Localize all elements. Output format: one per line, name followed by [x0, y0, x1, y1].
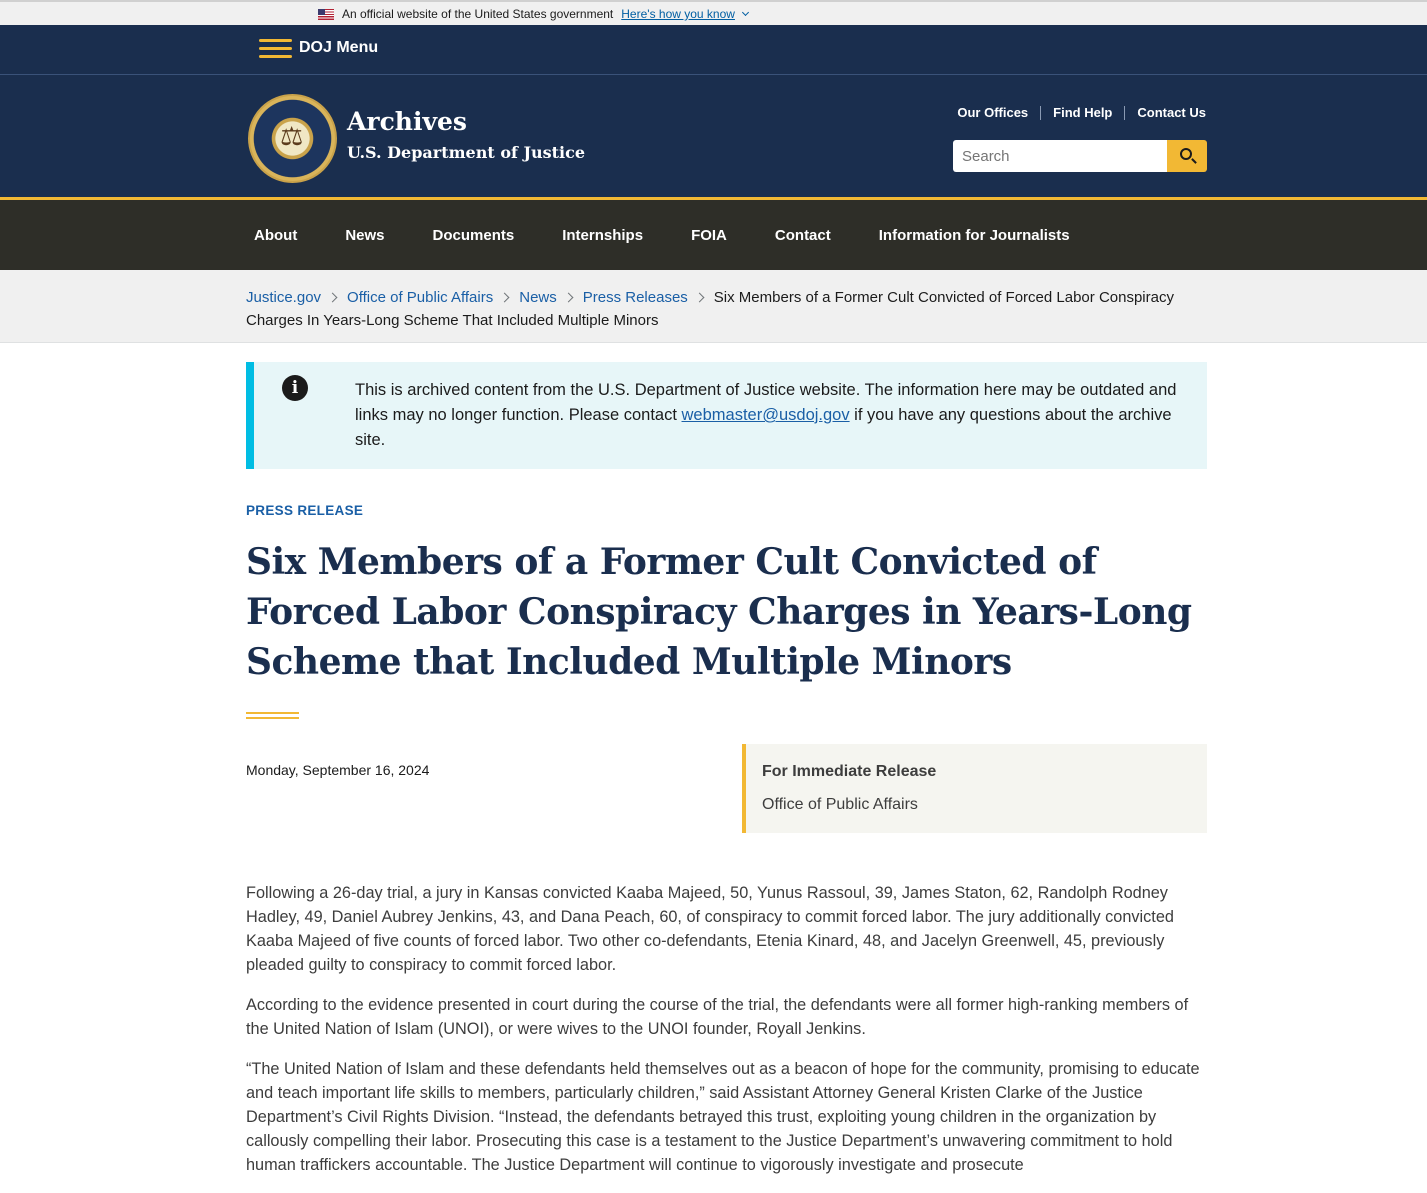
- search-icon: [1180, 148, 1192, 160]
- article-paragraph: Following a 26-day trial, a jury in Kansas convicted Kaaba Majeed, 50, Yunus Rassoul, 39, James Staton, 62, Randolph Rodney Hadley, 49, Daniel Aubrey Jenkins, 43, and Dana Peach, 60, of conspiracy to commit forced labor. The jury additionally convicted Kaaba Majeed of five counts of forced labor. Two other co-defendants, Etenia Kinard, 48, and Jacelyn Greenwell, 45, previously pleaded guilty to conspiracy to commit forced labor.: [246, 884, 1174, 974]
- search-input[interactable]: [953, 140, 1167, 172]
- hamburger-icon[interactable]: [259, 39, 292, 59]
- official-site-text: An official website of the United States government: [342, 7, 614, 21]
- article-body: [246, 881, 1211, 1193]
- gov-banner: [0, 0, 1427, 25]
- breadcrumb-link-office-of-public-affairs[interactable]: Office of Public Affairs: [347, 289, 494, 306]
- release-office: Office of Public Affairs: [762, 796, 918, 813]
- breadcrumb-link-news[interactable]: News: [519, 289, 557, 306]
- breadcrumb-link-justice-gov[interactable]: Justice.gov: [246, 289, 322, 306]
- chevron-right-icon: [328, 293, 338, 303]
- doj-menu-button[interactable]: DOJ Menu: [299, 39, 379, 56]
- article-paragraph: “The United Nation of Islam and these defendants held themselves out as a beacon of hope for the community, promising to educate and teach important life skills to members, particularly children,” said Assistant Attorney General Kristen Clarke of the Justice Department’s Civil Rights Division. “Instead, the defendants betrayed this trust, exploiting young children in the organization by callously compelling their labor. Prosecuting this case is a testament to the Justice Department’s unwavering commitment to hold human traffickers accountable. The Justice Department will continue to vigorously investigate and prosecute: [246, 1060, 1200, 1174]
- alert-text-after: if you have any questions about the archive site.: [355, 406, 1172, 449]
- nav-item-internships[interactable]: Internships: [562, 226, 644, 244]
- chevron-right-icon: [694, 293, 704, 303]
- article-paragraph: According to the evidence presented in court during the course of the trial, the defendants were all former high-ranking members of the United Nation of Islam (UNOI), or were wives to the UNOI founder, Royall Jenkins.: [246, 996, 1189, 1038]
- release-info-box: [742, 744, 1207, 833]
- us-flag-icon: [318, 9, 334, 20]
- find-help-link[interactable]: Find Help: [1040, 106, 1124, 120]
- info-icon: i: [282, 375, 308, 401]
- alert-text-before: This is archived content from the U.S. Department of Justice website. The information here may be outdated and links may no longer function. Please contact: [355, 381, 1177, 424]
- chevron-right-icon: [563, 293, 573, 303]
- primary-nav: [0, 200, 1427, 270]
- press-release-label: PRESS RELEASE: [246, 503, 364, 518]
- utility-links: [945, 106, 1206, 120]
- nav-item-documents[interactable]: Documents: [432, 226, 515, 244]
- title-divider: [246, 712, 299, 719]
- search-form: [953, 140, 1207, 172]
- page-title: Six Members of a Former Cult Convicted of Forced Labor Conspiracy Charges in Years-Long Scheme that Included Multiple Minors: [246, 541, 1192, 683]
- site-header: [0, 75, 1427, 200]
- release-date: Monday, September 16, 2024: [246, 762, 430, 778]
- nav-item-about[interactable]: About: [254, 226, 298, 244]
- chevron-right-icon: [500, 293, 510, 303]
- breadcrumb-link-press-releases[interactable]: Press Releases: [582, 289, 688, 306]
- nav-item-information-for-journalists[interactable]: Information for Journalists: [878, 226, 1070, 244]
- contact-us-link[interactable]: Contact Us: [1124, 106, 1206, 120]
- release-title: For Immediate Release: [762, 763, 937, 780]
- nav-item-contact[interactable]: Contact: [774, 226, 831, 244]
- webmaster-email-link[interactable]: webmaster@usdoj.gov: [681, 406, 850, 424]
- breadcrumb-current: Six Members of a Former Cult Convicted of Forced Labor Conspiracy Charges In Years-Long Scheme That Included Multiple Minors: [246, 289, 1174, 329]
- archive-alert: [246, 362, 1207, 469]
- nav-item-foia[interactable]: FOIA: [691, 226, 727, 244]
- site-subtitle[interactable]: U.S. Department of Justice: [347, 143, 586, 162]
- breadcrumb: [0, 270, 1427, 343]
- nav-item-news[interactable]: News: [345, 226, 385, 244]
- search-button[interactable]: [1167, 140, 1207, 172]
- how-you-know-link[interactable]: Here's how you know: [621, 7, 735, 21]
- alert-message: [355, 378, 1195, 453]
- site-title[interactable]: Archives: [347, 107, 467, 136]
- doj-menu-bar: [0, 25, 1427, 75]
- chevron-down-icon[interactable]: [742, 9, 749, 16]
- doj-seal-logo[interactable]: [248, 94, 337, 183]
- our-offices-link[interactable]: Our Offices: [957, 105, 1029, 120]
